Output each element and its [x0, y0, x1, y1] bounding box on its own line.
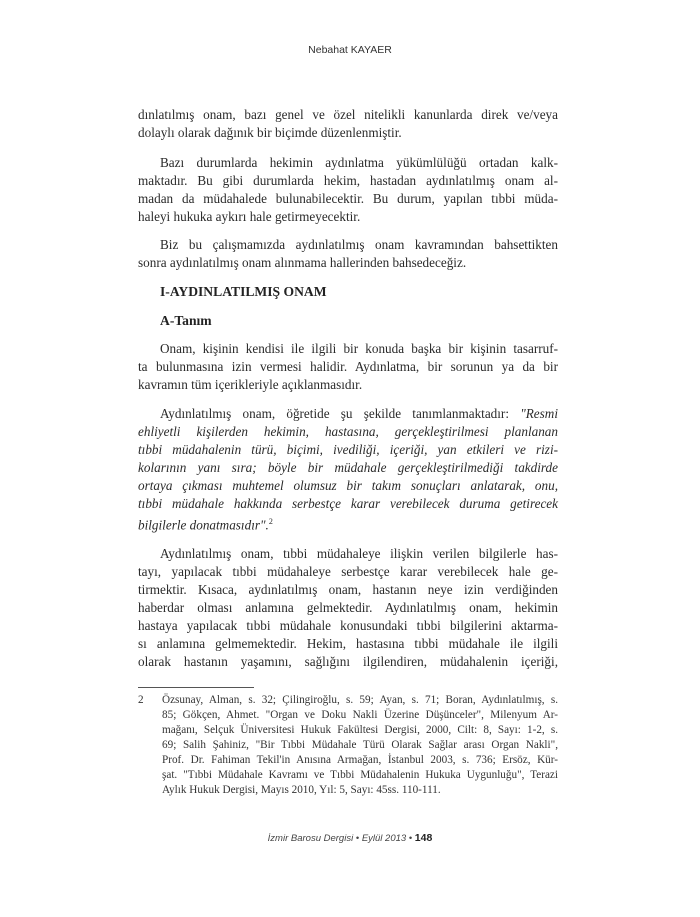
page-footer — [0, 832, 700, 844]
text-line: haleyi hukuka aykırı hale getirmeyecektir. — [138, 209, 361, 224]
text-line: dınlatılmış onam, bazı genel ve özel nitelikli kanunlarda direk ve/veya — [138, 107, 558, 122]
text-line: maktadır. Bu gibi durumlarda hekim, hastadan aydınlatılmış onam al- — [138, 173, 558, 188]
text-line: olarak hastanın yaşamını, sağlığını ilgilendiren, müdahalenin içeriği, — [138, 654, 558, 669]
footnote-line: Özsunay, Alman, s. 32; Çilingiroğlu, s. 59; Ayan, s. 71; Boran, Aydınlatılmış, s. — [162, 694, 558, 706]
issue-date: Eylül 2013 — [361, 833, 407, 844]
quote-line: tıbbi müdahale hakkında serbestçe karar verebilecek duruma getirecek — [138, 496, 558, 511]
text-line: haberdar olması anlamına gelmektedir. Aydınlatılmış onam, hekimin — [138, 600, 558, 615]
text-line: tayı, yapılacak tıbbi müdahaleye serbestçe karar verebilecek hale ge- — [138, 564, 558, 579]
footnote-line: şat. "Tıbbi Müdahale Kavramı ve Tıbbi Müdahalenin Hukuka Uygunluğu", Terazi — [162, 769, 558, 781]
quote-line: tıbbi müdahalenin türü, biçimi, ivediliği, içeriği, yan etkileri ve rizi- — [138, 442, 558, 457]
footnote-line: Prof. Dr. Fahiman Tekil'in Anısına Armağan, İstanbul 2003, s. 736; Ersöz, Kür- — [162, 754, 558, 766]
subsection-heading: A-Tanım — [160, 313, 212, 328]
quote-start: "Resmi — [520, 406, 558, 421]
footnote-line: Aylık Hukuk Dergisi, Mayıs 2010, Yıl: 5, Sayı: 45ss. 110-111. — [162, 784, 441, 796]
quote-line: kolarının yanı sıra; böyle bir müdahale gerçekleştirilmediği takdirde — [138, 460, 558, 475]
text-line: sonra aydınlatılmış onam alınmama hallerinden bahsedeceğiz. — [138, 255, 467, 270]
quote-end: bilgilerle donatmasıdır". — [138, 517, 269, 533]
quote-lead: Aydınlatılmış onam, öğretide şu şekilde tanımlanmaktadır: — [160, 406, 521, 421]
footnote-body — [162, 693, 558, 798]
running-head-author: Nebahat KAYAER — [308, 44, 392, 56]
footer-separator: • — [406, 833, 415, 844]
footnote-line: 85; Gökçen, Ahmet. "Organ ve Doku Nakli Üzerine Düşünceler", Milenyum Ar- — [162, 709, 558, 721]
text-line: Biz bu çalışmamızda aydınlatılmış onam kavramından bahsettikten — [160, 237, 558, 252]
footnote-number: 2 — [138, 694, 144, 706]
text-line — [138, 513, 558, 534]
text-line: tirmektir. Kısaca, aydınlatılmış onam, hastanın neye izin verdiğinden — [138, 582, 558, 597]
quote-line: ehliyetli kişilerden hekimin, hastasına, gerçekleştirilmesi planlanan — [138, 424, 558, 439]
footnote-line: 69; Salih Şahiniz, "Bir Tıbbi Müdahale Türü Olarak Sağlar arası Organ Nakli", — [162, 739, 558, 751]
text-line: Bazı durumlarda hekimin aydınlatma yükümlülüğü ortadan kalk- — [160, 155, 558, 170]
footnote-ref[interactable]: 2 — [268, 517, 273, 526]
text-line: madan da müdahalede bulunabilecektir. Bu durum, yapılan tıbbi müda- — [138, 191, 558, 206]
text-line: sı anlamına gelmemektedir. Hekim, hastasına tıbbi müdahale ile ilgili — [138, 636, 558, 651]
footer-separator: • — [353, 833, 362, 844]
paragraph-3 — [138, 236, 558, 272]
paragraph-4 — [138, 340, 558, 394]
footnote-divider — [138, 687, 254, 688]
text-line: Aydınlatılmış onam, tıbbi müdahaleye ilişkin verilen bilgilerle has- — [160, 546, 558, 561]
footnote-line: mağanı, Selçuk Üniversitesi Hukuk Fakültesi Dergisi, 2000, Cilt: 8, Sayı: 1-2, s. — [162, 724, 558, 736]
text-line — [138, 405, 558, 423]
page-number: 148 — [414, 832, 433, 844]
journal-name: İzmir Barosu Dergisi — [267, 833, 354, 844]
paragraph-6 — [138, 545, 558, 671]
text-line: dolaylı olarak dağınık bir biçimde düzenlenmiştir. — [138, 125, 402, 140]
text-line: kavramın tüm içerikleriyle açıklanmasıdır. — [138, 377, 363, 392]
text-line: ta bulunmasına izin vermesi halidir. Aydınlatma, bir sorunun ya da bir — [138, 359, 558, 374]
section-heading: I-AYDINLATILMIŞ ONAM — [160, 284, 327, 299]
paragraph-1 — [138, 106, 558, 142]
paragraph-2 — [138, 154, 558, 226]
quote-line: ortaya çıkması muhtemel olumsuz bir takım sonuçları anlatarak, onu, — [138, 478, 558, 493]
text-line: Onam, kişinin kendisi ile ilgili bir konuda başka bir kişinin tasarruf- — [160, 341, 558, 356]
text-line: hastaya yapılacak tıbbi müdahale konusundaki tıbbi bilgilerini aktarma- — [138, 618, 558, 633]
paragraph-5 — [138, 405, 558, 534]
